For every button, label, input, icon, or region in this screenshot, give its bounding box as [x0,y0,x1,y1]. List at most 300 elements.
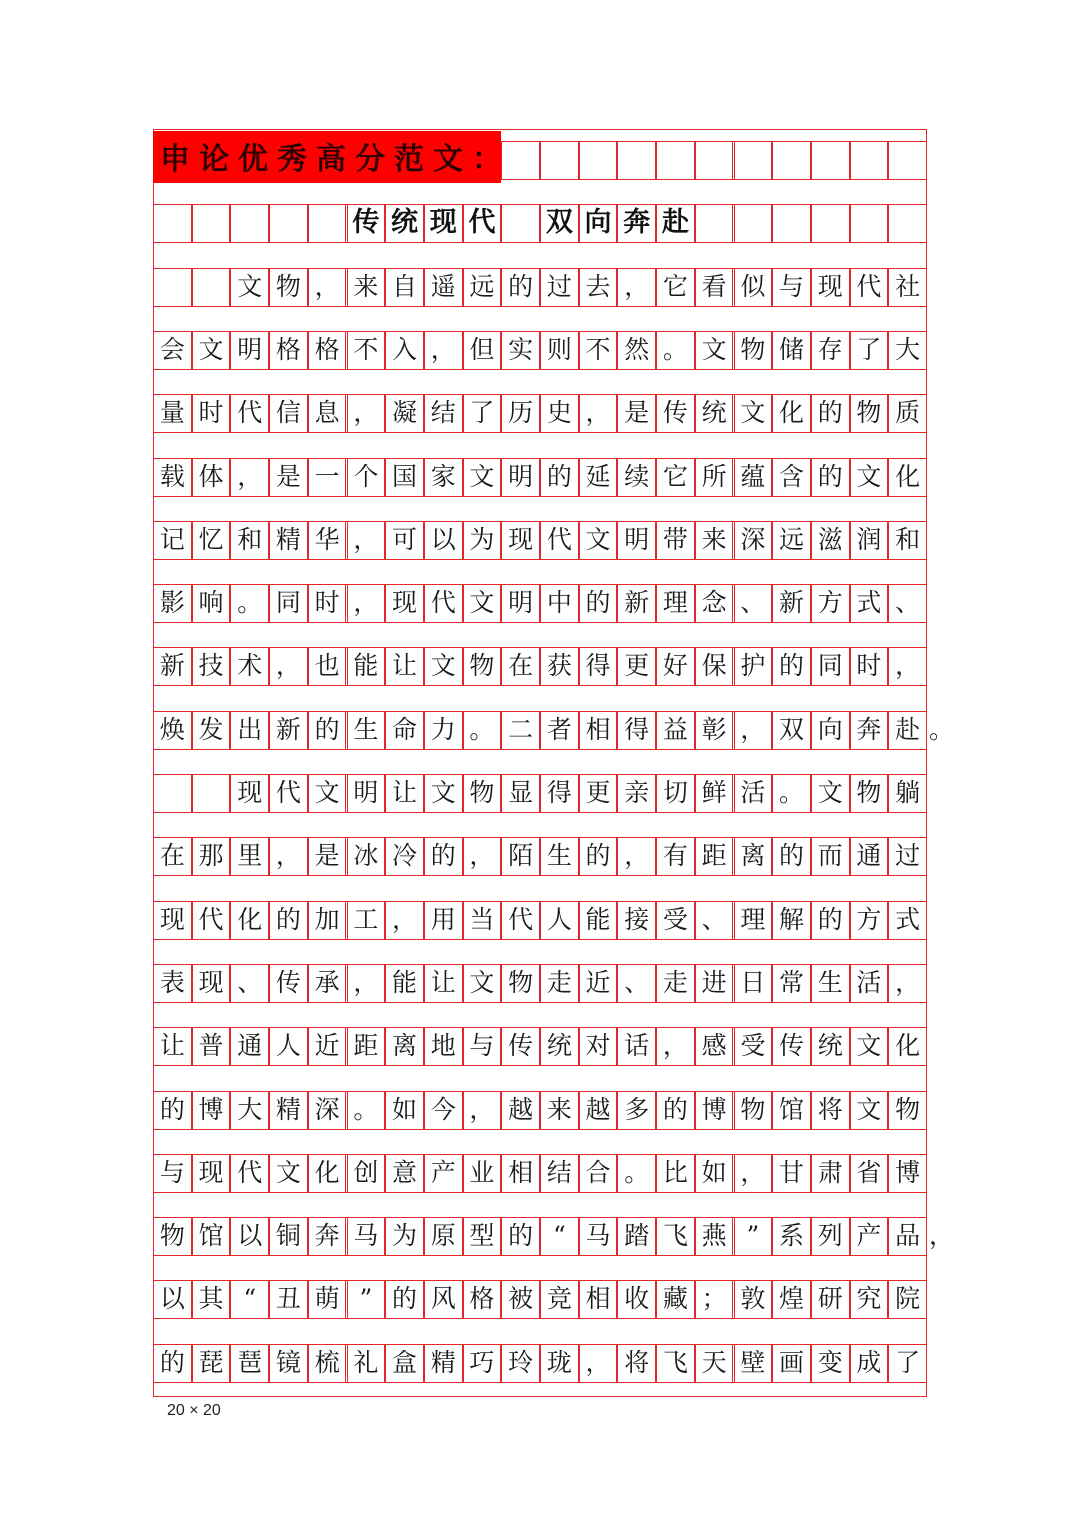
body-character: 的 [779,841,805,871]
body-character: 保 [701,651,727,681]
grid-cell [230,204,269,242]
grid-cell [811,204,850,242]
body-character: 实 [508,334,534,364]
body-character: 越 [508,1094,534,1124]
manuscript-grid [153,129,955,1397]
grid-cell [153,204,192,242]
body-character: 那 [198,841,224,871]
body-character: 响 [198,588,224,618]
body-character: 成 [856,1347,882,1377]
body-character: 似 [740,271,766,301]
body-character: 距 [701,841,727,871]
body-character: ， [895,651,921,681]
body-character: 的 [546,461,572,491]
body-character: 力 [430,714,456,744]
body-character: 、 [624,967,650,997]
body-character: 让 [430,967,456,997]
body-character: 离 [392,1031,418,1061]
body-character: 的 [817,461,843,491]
body-character: 藏 [662,1284,688,1314]
body-character: 解 [779,904,805,934]
body-character: 能 [353,651,379,681]
body-character: 、 [701,904,727,934]
body-character: 肃 [817,1157,843,1187]
body-character: 文 [856,1031,882,1061]
body-character: 向 [817,714,843,744]
body-character: 丑 [275,1284,301,1314]
grid-cell [540,141,579,179]
body-character: 赴 [895,714,921,744]
body-character: 用 [430,904,456,934]
body-character: ， [275,841,301,871]
body-character: 文 [469,967,495,997]
body-character: 收 [624,1284,650,1314]
body-character: 承 [314,967,340,997]
body-character: 变 [817,1347,843,1377]
title-character: 向 [584,207,612,239]
body-character: 究 [856,1284,882,1314]
body-character: 者 [546,714,572,744]
body-character: 的 [817,904,843,934]
body-character: 品 [895,1221,921,1251]
body-character: 遥 [430,271,456,301]
body-character: ， [353,524,379,554]
body-character: 离 [740,841,766,871]
body-character: 二 [508,714,534,744]
body-character: 燕 [701,1221,727,1251]
body-character: 系 [779,1221,805,1251]
body-character: 亲 [624,778,650,807]
body-character: 则 [546,334,572,364]
grid-cell [888,204,927,242]
grid-cell [617,141,656,179]
body-character: 比 [662,1157,688,1187]
body-character: 念 [701,588,727,618]
body-character: 文 [430,651,456,681]
body-character: 是 [275,461,301,491]
body-character: 现 [392,588,418,618]
grid-frame [153,129,927,1397]
body-character: 对 [585,1031,611,1061]
body-character: 化 [895,461,921,491]
body-character: 多 [624,1094,650,1124]
body-character: 续 [624,461,650,491]
body-character: 受 [662,904,688,934]
body-character: 工 [353,904,379,934]
body-character: ， [353,398,379,428]
body-character: 琵 [198,1347,224,1377]
body-character: 代 [237,1157,263,1187]
body-character: 博 [198,1094,224,1124]
body-character: 传 [779,1031,805,1061]
body-character: 不 [353,334,379,364]
body-character: 同 [275,588,301,618]
title-character: 现 [429,207,457,239]
grid-cell [772,141,811,179]
body-character: 物 [469,778,495,807]
grid-cell [695,204,734,242]
body-character: 史 [546,398,572,428]
body-character: 格 [469,1284,495,1314]
body-character: 如 [701,1157,727,1187]
body-character: ， [275,651,301,681]
body-character: 物 [508,967,534,997]
body-character: 的 [314,714,340,744]
body-character: 质 [895,398,921,428]
body-character: 代 [275,778,301,807]
body-character: ， [469,841,495,871]
body-character: 物 [740,1094,766,1124]
body-character: 的 [159,1094,185,1124]
body-character: 、 [740,588,766,618]
body-character: 画 [779,1347,805,1377]
body-character: ， [392,904,418,934]
body-character: 代 [198,904,224,934]
body-character: 马 [585,1221,611,1251]
body-character: 现 [508,524,534,554]
body-character: 奔 [856,714,882,744]
body-character: 不 [585,334,611,364]
body-character: 文 [198,334,224,364]
grid-cell [153,774,192,812]
body-character: 地 [430,1031,456,1061]
body-character: 好 [662,651,688,681]
body-character: 可 [392,524,418,554]
body-character: ， [469,1094,495,1124]
grid-cell [734,141,773,179]
grid-cell [153,268,192,306]
body-character: 以 [237,1221,263,1251]
body-character: 博 [895,1157,921,1187]
body-character: 得 [585,651,611,681]
body-character: 冰 [353,841,379,871]
body-character: 技 [198,651,224,681]
body-character: 物 [895,1094,921,1124]
body-character: 带 [662,524,688,554]
body-character: ， [895,967,921,997]
body-character: 代 [508,904,534,934]
body-character: 原 [430,1221,456,1251]
body-character: 萌 [314,1284,340,1314]
body-character: ， [740,714,766,744]
body-character: ； [701,1284,727,1314]
body-character: 的 [508,271,534,301]
body-character: 益 [662,714,688,744]
body-character: 院 [895,1284,921,1314]
body-character: “ [552,1221,566,1251]
body-character: ， [585,1347,611,1377]
body-character: 让 [392,778,418,807]
body-character: 文 [469,461,495,491]
body-character: 飞 [662,1221,688,1251]
body-character: 以 [430,524,456,554]
body-character: 风 [430,1284,456,1314]
body-character: 盒 [392,1347,418,1377]
body-character: 物 [469,651,495,681]
body-character: 理 [662,588,688,618]
body-character: 新 [779,588,805,618]
body-character: 竞 [546,1284,572,1314]
body-character: 甘 [779,1157,805,1187]
body-character: ， [237,461,263,491]
body-character: 的 [508,1221,534,1251]
grid-cell [579,141,618,179]
body-character: 巧 [469,1347,495,1377]
body-character: 。 [237,588,263,618]
body-character: 冷 [392,841,418,871]
body-character: 统 [817,1031,843,1061]
body-character: 常 [779,967,805,997]
body-character: 走 [546,967,572,997]
body-character: 方 [817,588,843,618]
body-character: 时 [198,398,224,428]
body-character: 更 [624,651,650,681]
body-character: 时 [314,588,340,618]
body-character: 现 [817,271,843,301]
body-character: 历 [508,398,534,428]
body-character: 代 [546,524,572,554]
overflow-punctuation: 。 [929,714,955,744]
body-character: 省 [856,1157,882,1187]
body-character: 普 [198,1031,224,1061]
body-character: ， [624,271,650,301]
body-character: 体 [198,461,224,491]
body-character: 传 [508,1031,534,1061]
body-character: 能 [392,967,418,997]
body-character: 是 [624,398,650,428]
body-character: 化 [895,1031,921,1061]
body-character: 生 [817,967,843,997]
body-character: 距 [353,1031,379,1061]
body-character: 。 [624,1157,650,1187]
body-character: 社 [895,271,921,301]
overflow-punctuation: ， [929,1221,955,1251]
body-character: 新 [159,651,185,681]
body-character: 躺 [895,778,921,807]
body-character: 煌 [779,1284,805,1314]
body-character: 的 [275,904,301,934]
body-character: 的 [159,1347,185,1377]
body-character: 看 [701,271,727,301]
body-character: 加 [314,904,340,934]
body-character: 滋 [817,524,843,554]
body-character: 让 [392,651,418,681]
body-character: 馆 [779,1094,805,1124]
body-character: 和 [237,524,263,554]
body-character: 能 [585,904,611,934]
body-character: 明 [237,334,263,364]
body-character: 生 [546,841,572,871]
body-character: 过 [895,841,921,871]
body-character: 天 [701,1347,727,1377]
body-character: ， [585,398,611,428]
body-character: 远 [779,524,805,554]
body-character: 深 [740,524,766,554]
body-character: 国 [392,461,418,491]
body-character: 相 [585,714,611,744]
grid-cell [695,141,734,179]
grid-cell [192,268,231,306]
body-character: 其 [198,1284,224,1314]
grid-size-label: 20 × 20 [167,1402,221,1419]
body-character: 的 [817,398,843,428]
grid-cell [269,204,308,242]
body-character: 通 [856,841,882,871]
body-character: 明 [508,588,534,618]
body-character: 、 [895,588,921,618]
body-character: 生 [353,714,379,744]
body-character: 话 [624,1031,650,1061]
body-character: 新 [275,714,301,744]
body-character: 飞 [662,1347,688,1377]
body-character: 统 [701,398,727,428]
body-character: ” [746,1221,760,1251]
body-character: 得 [546,778,572,807]
body-character: 传 [662,398,688,428]
body-character: 文 [701,334,727,364]
body-character: 然 [624,334,650,364]
body-character: 文 [856,1094,882,1124]
body-character: 在 [508,651,534,681]
body-character: 化 [314,1157,340,1187]
body-character: 玲 [508,1347,534,1377]
body-character: 今 [430,1094,456,1124]
body-character: 结 [546,1157,572,1187]
body-character: 文 [275,1157,301,1187]
body-character: 入 [392,334,418,364]
title-character: 传 [352,207,380,239]
body-character: 自 [392,271,418,301]
body-character: 日 [740,967,766,997]
body-character: 记 [159,524,185,554]
body-character: 人 [546,904,572,934]
body-character: 时 [856,651,882,681]
body-character: 近 [314,1031,340,1061]
title-character: 代 [468,207,496,239]
grid-cell [192,774,231,812]
body-character: 文 [430,778,456,807]
body-character: 格 [314,334,340,364]
body-character: 大 [237,1094,263,1124]
body-character: 业 [469,1157,495,1187]
body-character: 文 [314,778,340,807]
body-character: ， [353,967,379,997]
title-character: 奔 [623,207,651,239]
body-character: 含 [779,461,805,491]
body-character: 代 [430,588,456,618]
body-character: 将 [624,1347,650,1377]
grid-cell [888,141,927,179]
body-character: 彰 [701,714,727,744]
body-character: 发 [198,714,224,744]
body-character: 列 [817,1221,843,1251]
grid-cell [850,204,889,242]
body-character: 文 [469,588,495,618]
body-character: 了 [895,1347,921,1377]
body-character: 意 [392,1157,418,1187]
body-character: 以 [159,1284,185,1314]
body-character: 现 [198,967,224,997]
title-character: 统 [391,207,419,239]
body-character: 一 [314,461,340,491]
grid-cell [656,141,695,179]
body-character: 远 [469,271,495,301]
body-character: 切 [662,778,688,807]
body-character: ， [314,271,340,301]
body-character: 双 [779,714,805,744]
body-character: 新 [624,588,650,618]
body-character: 结 [430,398,456,428]
body-character: 现 [159,904,185,934]
body-character: 现 [237,778,263,807]
body-character: 物 [856,398,882,428]
body-character: 。 [662,334,688,364]
body-character: 式 [856,588,882,618]
body-character: 人 [275,1031,301,1061]
body-character: ， [740,1157,766,1187]
body-character: ， [353,588,379,618]
body-character: 也 [314,651,340,681]
body-character: 同 [817,651,843,681]
body-character: 壁 [740,1347,766,1377]
grid-cell [192,204,231,242]
body-character: 格 [275,334,301,364]
body-character: 和 [895,524,921,554]
body-character: 忆 [198,524,224,554]
body-character: 文 [856,461,882,491]
grid-cell [308,204,347,242]
body-character: 产 [856,1221,882,1251]
body-character: “ [243,1284,257,1314]
body-character: 来 [353,271,379,301]
body-character: 镜 [275,1347,301,1377]
body-character: 命 [392,714,418,744]
body-character: 统 [546,1031,572,1061]
body-character: 。 [469,714,495,744]
body-character: 通 [237,1031,263,1061]
body-character: 型 [469,1221,495,1251]
body-character: 走 [662,967,688,997]
body-character: 有 [662,841,688,871]
body-character: 与 [469,1031,495,1061]
body-character: 鲜 [701,778,727,807]
body-character: 物 [856,778,882,807]
body-character: 。 [779,778,805,807]
body-character: 铜 [275,1221,301,1251]
body-character: 创 [353,1157,379,1187]
body-character: 如 [392,1094,418,1124]
body-character: 接 [624,904,650,934]
body-character: 精 [430,1347,456,1377]
body-character: 的 [392,1284,418,1314]
body-character: 馆 [198,1221,224,1251]
body-character: 近 [585,967,611,997]
body-character: 大 [895,334,921,364]
body-character: 影 [159,588,185,618]
body-character: 进 [701,967,727,997]
body-character: 了 [856,334,882,364]
body-character: 明 [508,461,534,491]
body-character: 精 [275,1094,301,1124]
body-character: 。 [353,1094,379,1124]
body-character: 所 [701,461,727,491]
body-character: 深 [314,1094,340,1124]
body-character: 去 [585,271,611,301]
body-character: 润 [856,524,882,554]
body-character: 表 [159,967,185,997]
body-character: ， [430,334,456,364]
body-character: 活 [740,778,766,807]
